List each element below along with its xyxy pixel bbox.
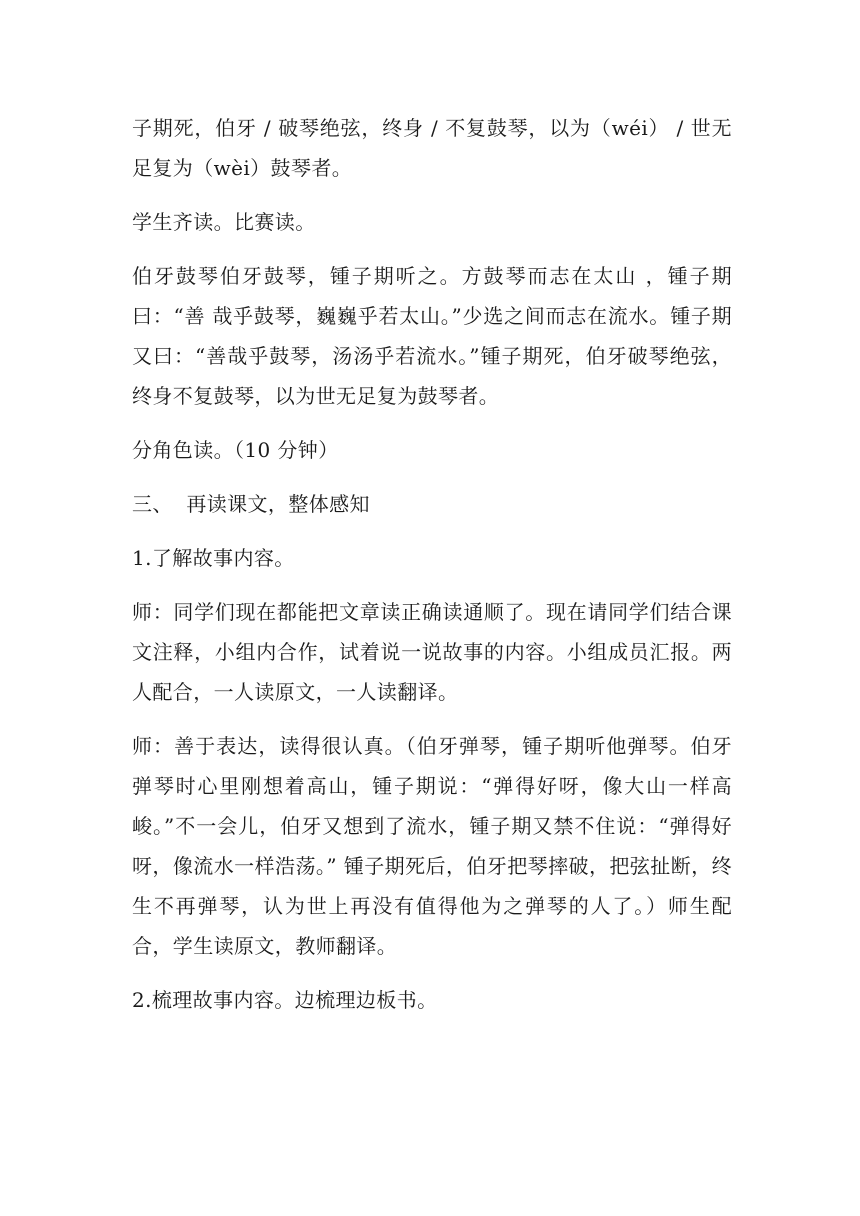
- paragraph-original-text: 伯牙鼓琴伯牙鼓琴，锺子期听之。方鼓琴而志在太山 ，锺子期曰：“善 哉乎鼓琴，巍巍乎若太山。”少选之间而志在流水。锺子期又曰：“善哉乎鼓琴，汤汤乎若流水。”锺子期死，伯牙破琴绝弦，终身不复鼓琴，以为世无足复为鼓琴者。: [132, 264, 732, 408]
- paragraph-teacher-instructions: 师：同学们现在都能把文章读正确读通顺了。现在请同学们结合课文注释，小组内合作，试着说一说故事的内容。小组成员汇报。两人配合，一人读原文，一人读翻译。: [132, 600, 732, 704]
- paragraph-role-reading: 分角色读。（10 分钟）: [132, 438, 339, 462]
- paragraph-class-reading: 学生齐读。比赛读。: [132, 210, 316, 234]
- section-heading-reread: 三、 再读课文，整体感知: [132, 492, 370, 516]
- paragraph-teacher-translation: 师：善于表达，读得很认真。（伯牙弹琴，锺子期听他弹琴。伯牙弹琴时心里刚想着高山，锺子期说：“弹得好呀，像大山一样高峻。”不一会儿，伯牙又想到了流水，锺子期又禁不住说：“弹得好呀，像流水一样浩荡。” 锺子期死后，伯牙把琴摔破，把弦扯断，终生不再弹琴，认为世上再没有值得他为之弹琴的人了。）师生配合，学生读原文，教师翻译。: [132, 734, 732, 958]
- document-page: [132, 108, 732, 1034]
- paragraph-recitation-pauses: 子期死，伯牙 / 破琴绝弦，终身 / 不复鼓琴，以为（wéi） / 世无足复为（wèi）鼓琴者。: [132, 116, 732, 180]
- step-understand-content: 1.了解故事内容。: [132, 546, 295, 570]
- step-organize-content: 2.梳理故事内容。边梳理边板书。: [132, 988, 438, 1012]
